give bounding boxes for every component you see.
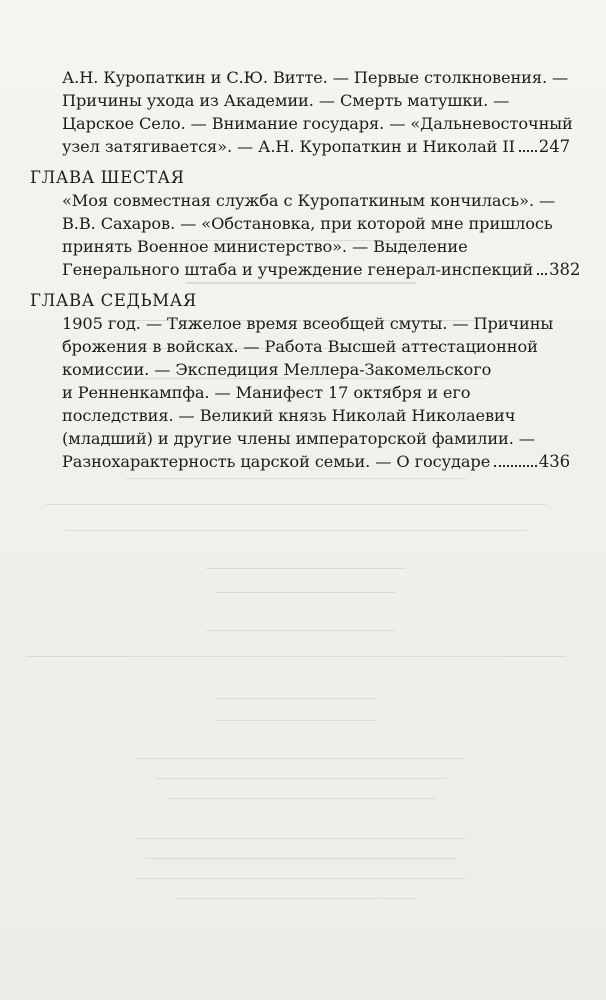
toc-line	[62, 135, 570, 158]
toc-line-text: «Моя совместная служба с Куропаткиным кончилась». —	[62, 191, 556, 210]
chapter-title: ГЛАВА СЕДЬМАЯ	[30, 291, 197, 310]
toc-line	[62, 427, 570, 450]
toc-entry-text	[30, 189, 581, 281]
table-of-contents	[30, 66, 581, 473]
toc-entry	[30, 289, 570, 473]
toc-line-text: (младший) и другие члены императорской фамилии. —	[62, 429, 535, 448]
page-number: 247	[538, 137, 570, 156]
toc-entry	[30, 66, 573, 158]
toc-line	[62, 404, 570, 427]
toc-line	[62, 450, 570, 473]
toc-line	[62, 235, 570, 258]
toc-line-text: Причины ухода из Академии. — Смерть матушки. —	[62, 91, 510, 110]
toc-line	[62, 112, 573, 135]
toc-line	[62, 89, 570, 112]
toc-line-text: Разнохарактерность царской семьи. — О государе	[62, 452, 491, 471]
toc-line-text: В.В. Сахаров. — «Обстановка, при которой мне пришлось	[62, 214, 553, 233]
toc-line-text: Генерального штаба и учреждение генерал-инспекций	[62, 260, 534, 279]
toc-line-text: и Ренненкампфа. — Манифест 17 октября и его	[62, 383, 471, 402]
toc-line	[62, 358, 570, 381]
toc-line-text: Царское Село. — Внимание государя. — «Дальневосточный	[62, 114, 573, 133]
toc-line-text: А.Н. Куропаткин и С.Ю. Витте. — Первые столкновения. —	[62, 68, 569, 87]
dot-leader	[537, 273, 547, 275]
toc-entry-text	[30, 312, 570, 473]
toc-line-text: последствия. — Великий князь Николай Николаевич	[62, 406, 516, 425]
toc-line-text: узел затягивается». — А.Н. Куропаткин и Николай II	[62, 137, 515, 156]
dot-leader	[494, 465, 537, 467]
page-number: 382	[549, 260, 581, 279]
toc-line	[62, 212, 570, 235]
toc-entry	[30, 166, 581, 281]
toc-line-text: комиссии. — Экспедиция Меллера-Закомельского	[62, 360, 492, 379]
dot-leader	[519, 150, 537, 152]
page-number: 436	[538, 452, 570, 471]
toc-line	[62, 189, 570, 212]
toc-line	[62, 66, 570, 89]
chapter-title: ГЛАВА ШЕСТАЯ	[30, 168, 185, 187]
toc-entry-text	[30, 66, 573, 158]
toc-line-text: 1905 год. — Тяжелое время всеобщей смуты. — Причины	[62, 314, 554, 333]
toc-line-text: принять Военное министерство». — Выделение	[62, 237, 468, 256]
toc-line	[62, 335, 570, 358]
toc-line	[62, 312, 570, 335]
toc-line	[62, 381, 570, 404]
toc-line	[62, 258, 581, 281]
toc-line-text: брожения в войсках. — Работа Высшей аттестационной	[62, 337, 538, 356]
